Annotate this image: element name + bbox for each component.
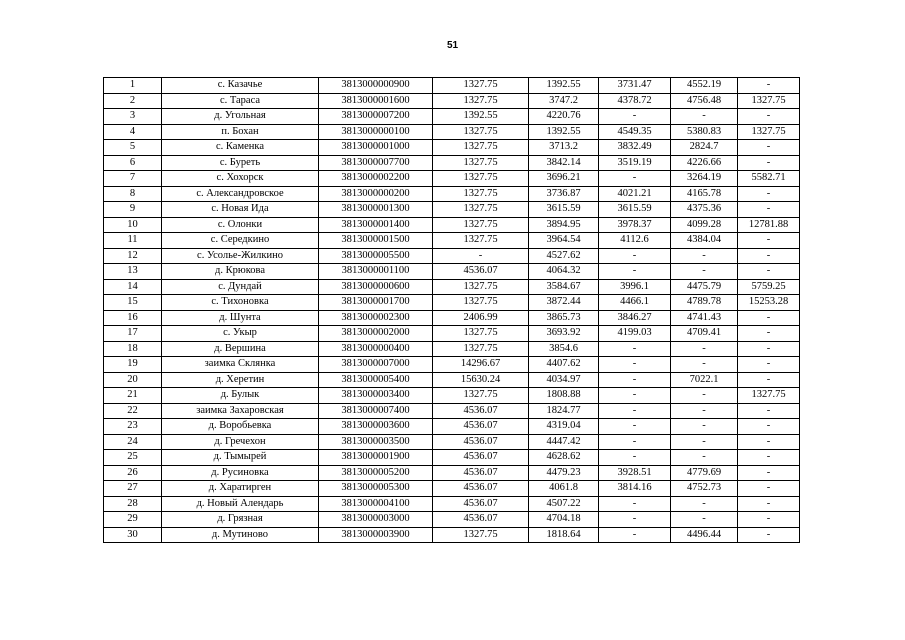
settlement-name-cell: д. Новый Алендарь — [162, 496, 319, 512]
settlement-name-cell: д. Харатирген — [162, 481, 319, 497]
value-cell-1: 1327.75 — [433, 202, 529, 218]
value-cell-5: 5582.71 — [738, 171, 800, 187]
value-cell-1: 15630.24 — [433, 372, 529, 388]
value-cell-4: 4552.19 — [671, 78, 738, 94]
table-row — [104, 434, 800, 450]
row-number-cell: 12 — [104, 248, 162, 264]
row-number-cell: 9 — [104, 202, 162, 218]
value-cell-3: - — [599, 450, 671, 466]
value-cell-2: 3696.21 — [529, 171, 599, 187]
value-cell-4: 4165.78 — [671, 186, 738, 202]
oktmo-code-cell: 3813000005500 — [319, 248, 433, 264]
settlement-name-cell: п. Бохан — [162, 124, 319, 140]
oktmo-code-cell: 3813000003400 — [319, 388, 433, 404]
value-cell-1: 4536.07 — [433, 465, 529, 481]
table-row — [104, 512, 800, 528]
oktmo-code-cell: 3813000004100 — [319, 496, 433, 512]
value-cell-3: - — [599, 527, 671, 543]
value-cell-1: 1327.75 — [433, 186, 529, 202]
oktmo-code-cell: 3813000007700 — [319, 155, 433, 171]
value-cell-2: 4220.76 — [529, 109, 599, 125]
value-cell-2: 4479.23 — [529, 465, 599, 481]
settlement-name-cell: д. Грязная — [162, 512, 319, 528]
value-cell-1: 1327.75 — [433, 295, 529, 311]
value-cell-2: 3584.67 — [529, 279, 599, 295]
value-cell-3: - — [599, 109, 671, 125]
value-cell-1: 1327.75 — [433, 279, 529, 295]
value-cell-4: 3264.19 — [671, 171, 738, 187]
value-cell-1: - — [433, 248, 529, 264]
value-cell-1: 4536.07 — [433, 264, 529, 280]
oktmo-code-cell: 3813000005400 — [319, 372, 433, 388]
value-cell-4: 4475.79 — [671, 279, 738, 295]
row-number-cell: 21 — [104, 388, 162, 404]
table-row — [104, 388, 800, 404]
row-number-cell: 5 — [104, 140, 162, 156]
value-cell-4: - — [671, 109, 738, 125]
oktmo-code-cell: 3813000000900 — [319, 78, 433, 94]
table-row — [104, 109, 800, 125]
row-number-cell: 6 — [104, 155, 162, 171]
oktmo-code-cell: 3813000002300 — [319, 310, 433, 326]
value-cell-5: - — [738, 403, 800, 419]
row-number-cell: 15 — [104, 295, 162, 311]
value-cell-1: 1327.75 — [433, 341, 529, 357]
value-cell-5: - — [738, 481, 800, 497]
value-cell-5: - — [738, 248, 800, 264]
row-number-cell: 23 — [104, 419, 162, 435]
table-row — [104, 481, 800, 497]
settlements-table — [103, 77, 800, 543]
value-cell-3: 3519.19 — [599, 155, 671, 171]
value-cell-5: - — [738, 310, 800, 326]
value-cell-5: 12781.88 — [738, 217, 800, 233]
table-row — [104, 264, 800, 280]
oktmo-code-cell: 3813000007000 — [319, 357, 433, 373]
oktmo-code-cell: 3813000001900 — [319, 450, 433, 466]
value-cell-3: 3832.49 — [599, 140, 671, 156]
value-cell-3: - — [599, 171, 671, 187]
value-cell-3: - — [599, 434, 671, 450]
value-cell-5: - — [738, 419, 800, 435]
value-cell-3: - — [599, 372, 671, 388]
value-cell-3: 3978.37 — [599, 217, 671, 233]
value-cell-5: - — [738, 357, 800, 373]
value-cell-5: - — [738, 109, 800, 125]
row-number-cell: 11 — [104, 233, 162, 249]
settlement-name-cell: с. Середкино — [162, 233, 319, 249]
table-row — [104, 372, 800, 388]
value-cell-2: 3736.87 — [529, 186, 599, 202]
table-row — [104, 527, 800, 543]
value-cell-1: 1327.75 — [433, 527, 529, 543]
value-cell-1: 2406.99 — [433, 310, 529, 326]
value-cell-4: 4375.36 — [671, 202, 738, 218]
value-cell-5: 5759.25 — [738, 279, 800, 295]
value-cell-5: 1327.75 — [738, 388, 800, 404]
value-cell-3: 3814.16 — [599, 481, 671, 497]
oktmo-code-cell: 3813000001100 — [319, 264, 433, 280]
value-cell-5: - — [738, 372, 800, 388]
table-row — [104, 403, 800, 419]
value-cell-2: 4061.8 — [529, 481, 599, 497]
settlement-name-cell: с. Дундай — [162, 279, 319, 295]
value-cell-4: 4709.41 — [671, 326, 738, 342]
table-row — [104, 78, 800, 94]
value-cell-2: 4527.62 — [529, 248, 599, 264]
row-number-cell: 25 — [104, 450, 162, 466]
value-cell-5: - — [738, 233, 800, 249]
settlement-name-cell: д. Мутиново — [162, 527, 319, 543]
oktmo-code-cell: 3813000001500 — [319, 233, 433, 249]
value-cell-2: 4034.97 — [529, 372, 599, 388]
value-cell-4: - — [671, 419, 738, 435]
row-number-cell: 22 — [104, 403, 162, 419]
value-cell-5: - — [738, 450, 800, 466]
oktmo-code-cell: 3813000000600 — [319, 279, 433, 295]
value-cell-5: - — [738, 326, 800, 342]
table-row — [104, 233, 800, 249]
settlement-name-cell: д. Тымырей — [162, 450, 319, 466]
value-cell-5: - — [738, 496, 800, 512]
row-number-cell: 19 — [104, 357, 162, 373]
row-number-cell: 2 — [104, 93, 162, 109]
value-cell-2: 4704.18 — [529, 512, 599, 528]
value-cell-3: 3928.51 — [599, 465, 671, 481]
value-cell-5: - — [738, 155, 800, 171]
table-row — [104, 450, 800, 466]
oktmo-code-cell: 3813000001700 — [319, 295, 433, 311]
value-cell-4: 4779.69 — [671, 465, 738, 481]
settlement-name-cell: с. Казачье — [162, 78, 319, 94]
oktmo-code-cell: 3813000003500 — [319, 434, 433, 450]
value-cell-2: 3872.44 — [529, 295, 599, 311]
settlement-name-cell: заимка Склянка — [162, 357, 319, 373]
value-cell-4: - — [671, 388, 738, 404]
value-cell-4: 4099.28 — [671, 217, 738, 233]
row-number-cell: 13 — [104, 264, 162, 280]
row-number-cell: 24 — [104, 434, 162, 450]
value-cell-4: 4741.43 — [671, 310, 738, 326]
settlement-name-cell: с. Олонки — [162, 217, 319, 233]
value-cell-5: - — [738, 527, 800, 543]
value-cell-3: - — [599, 512, 671, 528]
value-cell-3: - — [599, 403, 671, 419]
oktmo-code-cell: 3813000001000 — [319, 140, 433, 156]
value-cell-3: 4112.6 — [599, 233, 671, 249]
oktmo-code-cell: 3813000003600 — [319, 419, 433, 435]
row-number-cell: 27 — [104, 481, 162, 497]
value-cell-2: 3842.14 — [529, 155, 599, 171]
value-cell-3: - — [599, 419, 671, 435]
value-cell-3: 4378.72 — [599, 93, 671, 109]
row-number-cell: 18 — [104, 341, 162, 357]
value-cell-2: 3964.54 — [529, 233, 599, 249]
row-number-cell: 20 — [104, 372, 162, 388]
settlement-name-cell: д. Угольная — [162, 109, 319, 125]
value-cell-2: 4064.32 — [529, 264, 599, 280]
value-cell-4: 4752.73 — [671, 481, 738, 497]
settlement-name-cell: с. Тараса — [162, 93, 319, 109]
value-cell-5: - — [738, 78, 800, 94]
value-cell-4: 4384.04 — [671, 233, 738, 249]
value-cell-3: 4021.21 — [599, 186, 671, 202]
value-cell-5: 1327.75 — [738, 124, 800, 140]
value-cell-5: - — [738, 186, 800, 202]
value-cell-2: 1808.88 — [529, 388, 599, 404]
value-cell-4: - — [671, 512, 738, 528]
oktmo-code-cell: 3813000007400 — [319, 403, 433, 419]
value-cell-5: - — [738, 341, 800, 357]
row-number-cell: 8 — [104, 186, 162, 202]
table-row — [104, 279, 800, 295]
value-cell-2: 4407.62 — [529, 357, 599, 373]
row-number-cell: 3 — [104, 109, 162, 125]
settlement-name-cell: д. Херетин — [162, 372, 319, 388]
value-cell-5: - — [738, 264, 800, 280]
value-cell-2: 3894.95 — [529, 217, 599, 233]
value-cell-2: 4507.22 — [529, 496, 599, 512]
oktmo-code-cell: 3813000000400 — [319, 341, 433, 357]
table-row — [104, 341, 800, 357]
value-cell-2: 3747.2 — [529, 93, 599, 109]
table-row — [104, 465, 800, 481]
settlement-name-cell: д. Шунта — [162, 310, 319, 326]
table-row — [104, 357, 800, 373]
value-cell-4: 4756.48 — [671, 93, 738, 109]
oktmo-code-cell: 3813000002000 — [319, 326, 433, 342]
value-cell-1: 1327.75 — [433, 217, 529, 233]
value-cell-2: 3865.73 — [529, 310, 599, 326]
value-cell-4: - — [671, 434, 738, 450]
value-cell-4: 2824.7 — [671, 140, 738, 156]
value-cell-5: - — [738, 202, 800, 218]
value-cell-2: 3615.59 — [529, 202, 599, 218]
oktmo-code-cell: 3813000002200 — [319, 171, 433, 187]
value-cell-5: - — [738, 434, 800, 450]
settlement-name-cell: с. Буреть — [162, 155, 319, 171]
value-cell-2: 1392.55 — [529, 78, 599, 94]
settlement-name-cell: с. Каменка — [162, 140, 319, 156]
row-number-cell: 10 — [104, 217, 162, 233]
value-cell-5: - — [738, 465, 800, 481]
row-number-cell: 29 — [104, 512, 162, 528]
table-row — [104, 202, 800, 218]
oktmo-code-cell: 3813000005300 — [319, 481, 433, 497]
value-cell-4: 4226.66 — [671, 155, 738, 171]
table-row — [104, 93, 800, 109]
table-row — [104, 217, 800, 233]
value-cell-3: 3731.47 — [599, 78, 671, 94]
table-row — [104, 155, 800, 171]
value-cell-1: 4536.07 — [433, 496, 529, 512]
value-cell-1: 1327.75 — [433, 155, 529, 171]
oktmo-code-cell: 3813000001400 — [319, 217, 433, 233]
row-number-cell: 28 — [104, 496, 162, 512]
value-cell-1: 4536.07 — [433, 450, 529, 466]
value-cell-2: 3854.6 — [529, 341, 599, 357]
table-row — [104, 248, 800, 264]
table-row — [104, 419, 800, 435]
settlement-name-cell: с. Укыр — [162, 326, 319, 342]
value-cell-3: 4549.35 — [599, 124, 671, 140]
value-cell-4: 4496.44 — [671, 527, 738, 543]
value-cell-5: - — [738, 140, 800, 156]
oktmo-code-cell: 3813000000200 — [319, 186, 433, 202]
row-number-cell: 17 — [104, 326, 162, 342]
value-cell-1: 1392.55 — [433, 109, 529, 125]
value-cell-2: 3693.92 — [529, 326, 599, 342]
value-cell-1: 4536.07 — [433, 403, 529, 419]
settlement-name-cell: д. Булык — [162, 388, 319, 404]
value-cell-4: - — [671, 341, 738, 357]
oktmo-code-cell: 3813000000100 — [319, 124, 433, 140]
table-row — [104, 496, 800, 512]
row-number-cell: 16 — [104, 310, 162, 326]
value-cell-1: 1327.75 — [433, 140, 529, 156]
value-cell-5: - — [738, 512, 800, 528]
value-cell-5: 15253.28 — [738, 295, 800, 311]
oktmo-code-cell: 3813000003000 — [319, 512, 433, 528]
value-cell-3: - — [599, 341, 671, 357]
value-cell-3: 4199.03 — [599, 326, 671, 342]
settlement-name-cell: д. Воробьевка — [162, 419, 319, 435]
table-row — [104, 140, 800, 156]
value-cell-3: - — [599, 357, 671, 373]
value-cell-1: 1327.75 — [433, 388, 529, 404]
settlement-name-cell: д. Русиновка — [162, 465, 319, 481]
value-cell-3: - — [599, 388, 671, 404]
value-cell-2: 4447.42 — [529, 434, 599, 450]
settlement-name-cell: с. Новая Ида — [162, 202, 319, 218]
value-cell-4: - — [671, 496, 738, 512]
value-cell-5: 1327.75 — [738, 93, 800, 109]
row-number-cell: 7 — [104, 171, 162, 187]
value-cell-4: - — [671, 264, 738, 280]
settlement-name-cell: д. Гречехон — [162, 434, 319, 450]
settlement-name-cell: с. Усолье-Жилкино — [162, 248, 319, 264]
row-number-cell: 30 — [104, 527, 162, 543]
value-cell-1: 1327.75 — [433, 326, 529, 342]
value-cell-2: 4628.62 — [529, 450, 599, 466]
value-cell-1: 4536.07 — [433, 434, 529, 450]
value-cell-1: 4536.07 — [433, 512, 529, 528]
row-number-cell: 14 — [104, 279, 162, 295]
table-row — [104, 326, 800, 342]
value-cell-3: 3615.59 — [599, 202, 671, 218]
value-cell-2: 1818.64 — [529, 527, 599, 543]
value-cell-3: 4466.1 — [599, 295, 671, 311]
value-cell-1: 4536.07 — [433, 481, 529, 497]
oktmo-code-cell: 3813000001600 — [319, 93, 433, 109]
value-cell-3: 3996.1 — [599, 279, 671, 295]
value-cell-1: 1327.75 — [433, 171, 529, 187]
value-cell-1: 1327.75 — [433, 78, 529, 94]
table-row — [104, 124, 800, 140]
oktmo-code-cell: 3813000007200 — [319, 109, 433, 125]
value-cell-4: - — [671, 403, 738, 419]
value-cell-1: 1327.75 — [433, 233, 529, 249]
table-row — [104, 171, 800, 187]
row-number-cell: 26 — [104, 465, 162, 481]
settlement-name-cell: с. Тихоновка — [162, 295, 319, 311]
value-cell-3: 3846.27 — [599, 310, 671, 326]
table-row — [104, 295, 800, 311]
table-row — [104, 310, 800, 326]
oktmo-code-cell: 3813000005200 — [319, 465, 433, 481]
value-cell-2: 3713.2 — [529, 140, 599, 156]
value-cell-4: 7022.1 — [671, 372, 738, 388]
value-cell-1: 1327.75 — [433, 93, 529, 109]
settlement-name-cell: с. Хохорск — [162, 171, 319, 187]
value-cell-3: - — [599, 264, 671, 280]
page-number: 51 — [446, 40, 459, 51]
value-cell-1: 4536.07 — [433, 419, 529, 435]
value-cell-4: - — [671, 248, 738, 264]
value-cell-3: - — [599, 248, 671, 264]
oktmo-code-cell: 3813000003900 — [319, 527, 433, 543]
row-number-cell: 1 — [104, 78, 162, 94]
value-cell-2: 1824.77 — [529, 403, 599, 419]
value-cell-2: 4319.04 — [529, 419, 599, 435]
value-cell-1: 14296.67 — [433, 357, 529, 373]
value-cell-3: - — [599, 496, 671, 512]
settlement-name-cell: с. Александровское — [162, 186, 319, 202]
table-body — [104, 78, 800, 543]
settlement-name-cell: д. Вершина — [162, 341, 319, 357]
value-cell-4: 5380.83 — [671, 124, 738, 140]
value-cell-4: - — [671, 450, 738, 466]
oktmo-code-cell: 3813000001300 — [319, 202, 433, 218]
value-cell-2: 1392.55 — [529, 124, 599, 140]
table-row — [104, 186, 800, 202]
value-cell-4: 4789.78 — [671, 295, 738, 311]
settlement-name-cell: д. Крюкова — [162, 264, 319, 280]
value-cell-1: 1327.75 — [433, 124, 529, 140]
row-number-cell: 4 — [104, 124, 162, 140]
value-cell-4: - — [671, 357, 738, 373]
settlement-name-cell: заимка Захаровская — [162, 403, 319, 419]
